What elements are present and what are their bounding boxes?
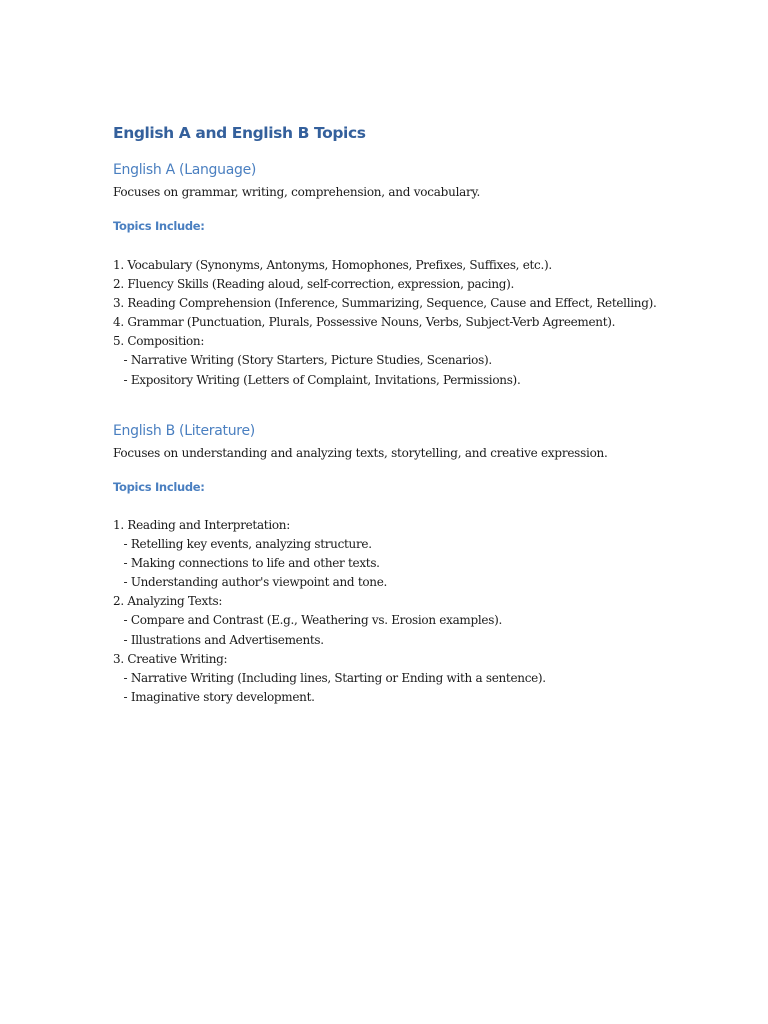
list-item: 1. Vocabulary (Synonyms, Antonyms, Homophones, Prefixes, Suffixes, etc.). [113,258,552,272]
list-item: - Making connections to life and other texts. [113,556,380,571]
list-item: 1. Reading and Interpretation: [113,518,290,532]
list-item: - Understanding author's viewpoint and tone. [113,575,388,590]
topic-list-english-b [113,516,546,707]
section-heading-english-a: English A (Language) [113,162,257,178]
list-item: 2. Fluency Skills (Reading aloud, self-correction, expression, pacing). [113,277,515,292]
list-item: 3. Creative Writing: [113,651,228,666]
list-item: - Illustrations and Advertisements. [113,632,324,647]
topics-label-english-b: Topics Include: [113,480,205,494]
section-description-english-a: Focuses on grammar, writing, comprehension, and vocabulary. [113,185,481,199]
section-description-english-b: Focuses on understanding and analyzing texts, storytelling, and creative expression. [113,446,608,460]
topic-list-english-a [113,256,657,390]
list-item: 4. Grammar (Punctuation, Plurals, Possessive Nouns, Verbs, Subject-Verb Agreement). [113,315,616,330]
section-heading-english-b: English B (Literature) [113,423,255,439]
list-item: 5. Composition: [113,334,205,349]
list-item: - Imaginative story development. [113,689,315,704]
list-item: - Retelling key events, analyzing structure. [113,537,372,552]
list-item: - Compare and Contrast (E.g., Weathering vs. Erosion examples). [113,613,502,628]
list-item: 3. Reading Comprehension (Inference, Summarizing, Sequence, Cause and Effect, Retelling). [113,296,657,311]
list-item: - Expository Writing (Letters of Complaint, Invitations, Permissions). [113,372,521,387]
list-item: 2. Analyzing Texts: [113,594,223,609]
document-title: English A and English B Topics [113,124,366,142]
list-item: - Narrative Writing (Including lines, Starting or Ending with a sentence). [113,670,546,685]
topics-label-english-a: Topics Include: [113,219,205,233]
list-item: - Narrative Writing (Story Starters, Picture Studies, Scenarios). [113,353,492,368]
